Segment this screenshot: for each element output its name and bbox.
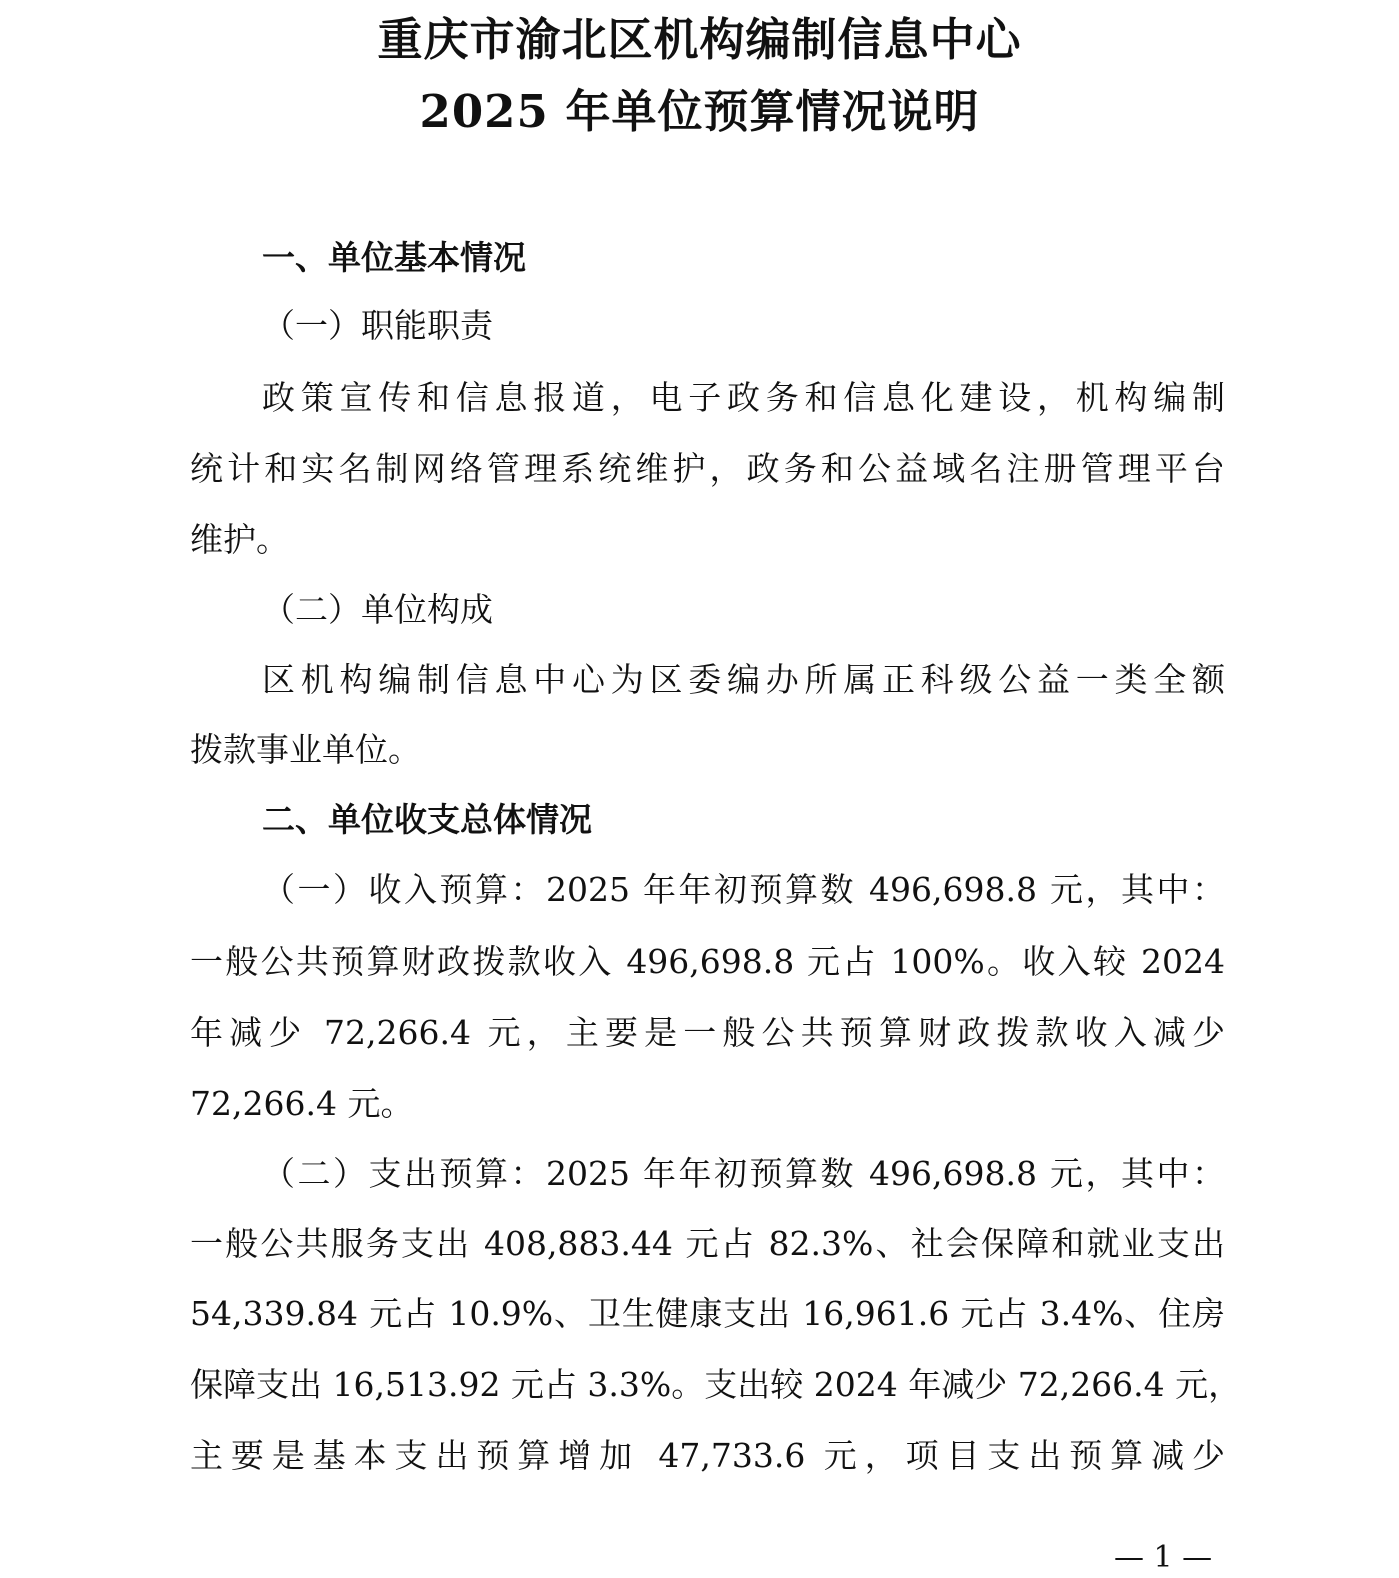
income-paragraph-line: 一般公共预算财政拨款收入 496,698.8 元占 100%。收入较 2024	[190, 942, 1225, 981]
expense-paragraph-line: 保障支出 16,513.92 元占 3.3%。支出较 2024 年减少 72,266.4 元，	[190, 1365, 1242, 1404]
duties-paragraph-line: 统计和实名制网络管理系统维护，政务和公益域名注册管理平台	[190, 449, 1225, 488]
expense-paragraph-line: 54,339.84 元占 10.9%、卫生健康支出 16,961.6 元占 3.4%、住房	[190, 1294, 1225, 1333]
section-2-heading: 二、单位收支总体情况	[262, 800, 592, 839]
income-paragraph-line: 72,266.4 元。	[190, 1084, 414, 1123]
section-1-heading: 一、单位基本情况	[262, 238, 526, 277]
subsection-duties-heading: （一）职能职责	[262, 306, 493, 345]
page-number: — 1 —	[1114, 1540, 1213, 1575]
income-paragraph-line: （一）收入预算：2025 年年初预算数 496,698.8 元，其中：	[262, 870, 1225, 909]
income-paragraph-line: 年减少 72,266.4 元，主要是一般公共预算财政拨款收入减少	[190, 1013, 1225, 1052]
expense-paragraph-line: 一般公共服务支出 408,883.44 元占 82.3%、社会保障和就业支出	[190, 1224, 1225, 1263]
document-title-line-1: 重庆市渝北区机构编制信息中心	[377, 13, 1022, 66]
expense-paragraph-line: 主要是基本支出预算增加 47,733.6 元，项目支出预算减少	[190, 1436, 1225, 1475]
expense-paragraph-line: （二）支出预算：2025 年年初预算数 496,698.8 元，其中：	[262, 1154, 1225, 1193]
subsection-composition-heading: （二）单位构成	[262, 590, 493, 629]
composition-paragraph-line: 区机构编制信息中心为区委编办所属正科级公益一类全额	[262, 660, 1225, 699]
composition-paragraph-line: 拨款事业单位。	[190, 730, 421, 769]
document-title-line-2: 2025 年单位预算情况说明	[419, 85, 980, 138]
duties-paragraph-line: 维护。	[190, 520, 289, 559]
duties-paragraph-line: 政策宣传和信息报道，电子政务和信息化建设，机构编制	[262, 378, 1225, 417]
